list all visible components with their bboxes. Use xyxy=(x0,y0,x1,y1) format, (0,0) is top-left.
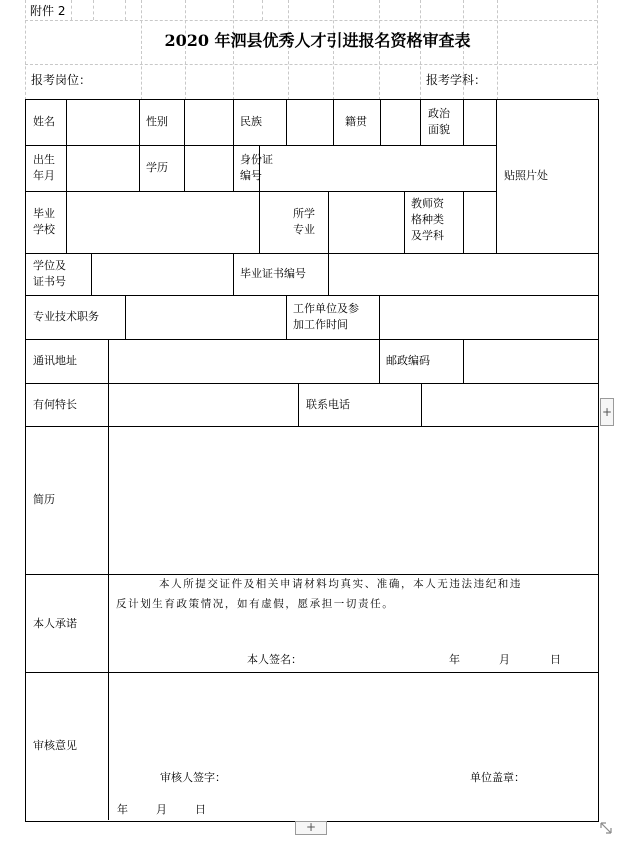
col-divider xyxy=(496,99,497,253)
political-status-label-2: 面貌 xyxy=(428,123,450,136)
col-divider xyxy=(298,383,299,426)
address-value[interactable] xyxy=(109,340,379,383)
address-label: 通讯地址 xyxy=(33,354,77,367)
id-number-label-1: 身份证 xyxy=(240,153,273,166)
col-divider xyxy=(259,191,260,253)
graduation-cert-label: 毕业证书编号 xyxy=(240,267,306,280)
phone-label: 联系电话 xyxy=(306,398,350,411)
col-divider xyxy=(404,191,405,253)
page-title: 2020 年泗县优秀人才引进报名资格审查表 xyxy=(164,31,471,50)
attachment-label: 附件 2 xyxy=(30,4,66,18)
teacher-qual-label-1: 教师资 xyxy=(411,197,444,210)
professional-title-value[interactable] xyxy=(126,296,286,339)
col-divider xyxy=(233,253,234,295)
col-divider xyxy=(139,99,140,191)
education-value[interactable] xyxy=(185,146,233,191)
birth-date-label-1: 出生 xyxy=(33,153,55,166)
id-number-value[interactable] xyxy=(260,146,496,191)
col-divider xyxy=(379,339,380,383)
birth-date-label-2: 年月 xyxy=(33,169,55,182)
signature-label: 本人签名： xyxy=(247,653,302,666)
work-unit-label-2: 加工作时间 xyxy=(293,318,348,331)
degree-cert-value[interactable] xyxy=(92,254,233,295)
col-divider xyxy=(420,99,421,145)
review-value[interactable] xyxy=(109,673,597,820)
ethnicity-label: 民族 xyxy=(240,115,262,128)
col-divider xyxy=(233,99,234,191)
name-value[interactable] xyxy=(67,100,139,145)
teacher-qual-label-3: 及学科 xyxy=(411,229,444,242)
specialty-value[interactable] xyxy=(109,384,298,426)
pledge-line-1: 本人所提交证件及相关申请材料均真实、准确，本人无违法违纪和违 xyxy=(159,578,522,590)
gridline xyxy=(25,64,597,65)
review-month: 月 xyxy=(156,803,167,816)
pledge-year: 年 xyxy=(449,653,460,666)
specialty-label: 有何特长 xyxy=(33,398,77,411)
name-label: 姓名 xyxy=(33,115,55,128)
review-day: 日 xyxy=(195,803,206,816)
gender-label: 性别 xyxy=(146,115,168,128)
native-place-label: 籍贯 xyxy=(345,115,367,128)
col-divider xyxy=(333,99,334,145)
resume-label: 简历 xyxy=(33,493,55,506)
gridline xyxy=(71,0,72,20)
pledge-line-2: 反计划生育政策情况，如有虚假，愿承担一切责任。 xyxy=(116,598,395,610)
review-year: 年 xyxy=(117,803,128,816)
pledge-month: 月 xyxy=(499,653,510,666)
major-value[interactable] xyxy=(329,192,404,253)
resize-handle-icon[interactable] xyxy=(598,820,614,836)
postal-code-value[interactable] xyxy=(464,340,597,383)
work-unit-label-1: 工作单位及参 xyxy=(293,302,359,315)
political-status-value[interactable] xyxy=(464,100,496,145)
gridline xyxy=(125,0,126,20)
degree-cert-label-1: 学位及 xyxy=(33,259,66,272)
reviewer-label: 审核人签字： xyxy=(160,771,226,784)
graduation-cert-value[interactable] xyxy=(329,254,597,295)
subject-label: 报考学科： xyxy=(426,73,487,87)
pledge-day: 日 xyxy=(550,653,561,666)
birth-date-value[interactable] xyxy=(67,146,139,191)
gridline xyxy=(262,0,263,20)
major-label-2: 专业 xyxy=(293,223,315,236)
ethnicity-value[interactable] xyxy=(287,100,333,145)
gridline xyxy=(25,20,597,21)
professional-title-label: 专业技术职务 xyxy=(33,310,99,323)
political-status-label-1: 政治 xyxy=(428,107,450,120)
education-label: 学历 xyxy=(146,161,168,174)
review-label: 审核意见 xyxy=(33,739,77,752)
photo-placeholder: 贴照片处 xyxy=(504,169,548,182)
native-place-value[interactable] xyxy=(381,100,420,145)
position-label: 报考岗位： xyxy=(31,73,92,87)
add-column-button[interactable]: + xyxy=(600,398,614,426)
row-divider xyxy=(25,574,598,575)
school-value[interactable] xyxy=(67,192,259,253)
id-number-label-2: 编号 xyxy=(240,169,262,182)
add-row-button[interactable]: + xyxy=(295,821,327,835)
teacher-qual-value[interactable] xyxy=(464,192,496,253)
gridline xyxy=(93,0,94,20)
school-label-2: 学校 xyxy=(33,223,55,236)
resume-value[interactable] xyxy=(109,427,597,574)
col-divider xyxy=(286,295,287,339)
gender-value[interactable] xyxy=(185,100,233,145)
school-label-1: 毕业 xyxy=(33,207,55,220)
teacher-qual-label-2: 格种类 xyxy=(411,213,444,226)
major-label-1: 所学 xyxy=(293,207,315,220)
unit-seal-label: 单位盖章： xyxy=(470,771,525,784)
degree-cert-label-2: 证书号 xyxy=(33,275,66,288)
pledge-label: 本人承诺 xyxy=(33,617,77,630)
phone-value[interactable] xyxy=(422,384,597,426)
work-unit-value[interactable] xyxy=(380,296,597,339)
postal-code-label: 邮政编码 xyxy=(386,354,430,367)
